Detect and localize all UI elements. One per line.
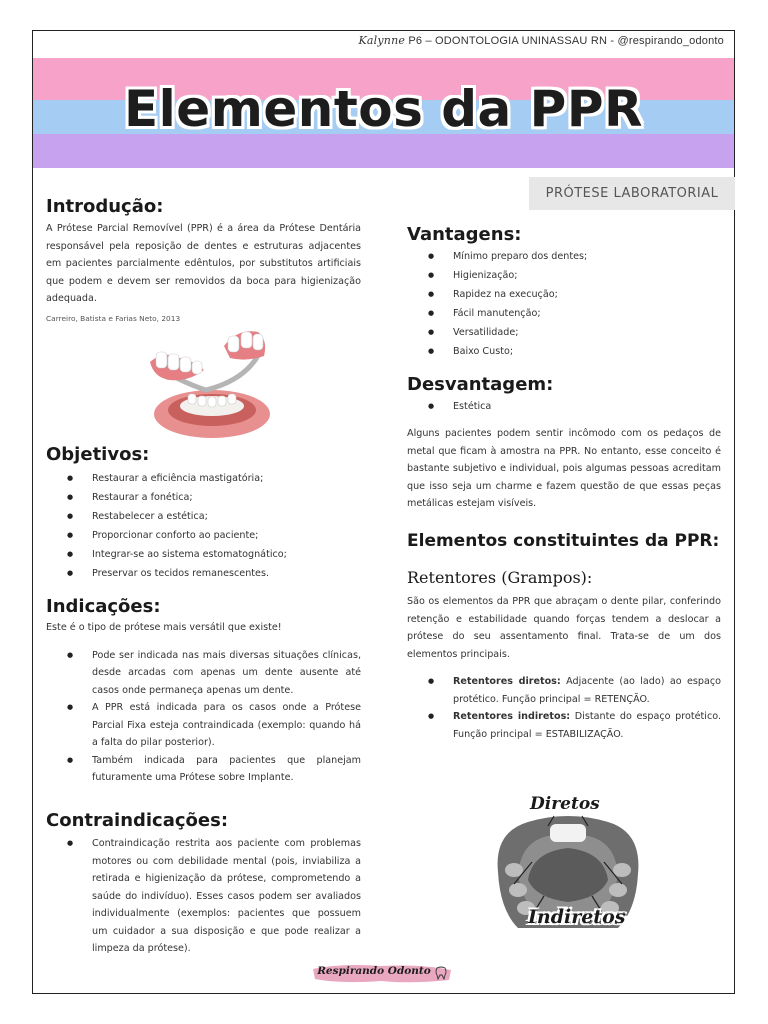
indicacoes-section (46, 596, 361, 787)
indicacoes-intro: Este é o tipo de prótese mais versátil que existe! (46, 622, 282, 633)
vantagens-list (407, 247, 721, 361)
list-item: ● Restaurar a eficiência mastigatória; (92, 469, 361, 488)
intro-section (46, 196, 361, 323)
list-item: ● Versatilidade; (453, 323, 721, 342)
indicacoes-list (46, 647, 361, 787)
objetivos-heading: Objetivos: (46, 444, 150, 465)
elementos-heading: Elementos constituintes da PPR: (407, 531, 720, 551)
title-banner (33, 58, 734, 168)
retentores-indiretos-desc: Distante do espaço protético. Função principal = ESTABILIZAÇÃO. (453, 711, 721, 740)
author-name: Kalynne (358, 34, 406, 47)
ppr-illustration (146, 322, 274, 440)
indicacoes-heading: Indicações: (46, 596, 161, 617)
elementos-section (407, 531, 721, 743)
list-item: ● Estética (453, 397, 721, 416)
intro-citation: Carreiro, Batista e Farias Neto, 2013 (46, 313, 181, 323)
desvantagem-list (407, 397, 721, 416)
list-item: ● Restabelecer a estética; (92, 507, 361, 526)
objetivos-section (46, 444, 361, 583)
list-item (453, 673, 721, 708)
tooth-icon (435, 966, 447, 980)
intro-heading: Introdução: (46, 196, 164, 217)
list-item: ● Mínimo preparo dos dentes; (453, 247, 721, 266)
contraindicacoes-section (46, 810, 361, 958)
list-item (453, 708, 721, 743)
retentores-list (407, 673, 721, 743)
list-item: ● Baixo Custo; (453, 342, 721, 361)
banner-purple-band (33, 134, 734, 168)
page-title: Elementos da PPR (124, 80, 643, 138)
retentores-heading: Retentores (Grampos): (407, 568, 593, 587)
objetivos-list (46, 469, 361, 583)
subject-tag: PRÓTESE LABORATORIAL (529, 177, 735, 210)
list-item: ● Contraindicação restrita aos paciente com problemas motores ou com debilidade mental (pois, inviabiliza a retirada e higienização da prótese, comprometendo a saúde do indivíduo). Esses casos podem ser avaliados individualmente (exemplos: pacientes que possuem um cuidador a sua disposição e que pode realizar a limpeza da prótese). (92, 835, 361, 958)
header-info: P6 – ODONTOLOGIA UNINASSAU RN - @respirando_odonto (405, 35, 724, 47)
list-item: ● Rapidez na execução; (453, 285, 721, 304)
list-item: ● Integrar-se ao sistema estomatognático; (92, 545, 361, 564)
list-item: ● Também indicada para pacientes que planejam futuramente uma Prótese sobre Implante. (92, 752, 361, 787)
retentores-indiretos-term: Retentores indiretos: (453, 711, 571, 722)
vantagens-heading: Vantagens: (407, 224, 522, 245)
retentores-diretos-term: Retentores diretos: (453, 676, 561, 687)
desvantagem-text: Alguns pacientes podem sentir incômodo com os pedaços de metal que ficam à amostra na PPR. No entanto, esse conceito é bastante subjetivo e individual, pois algumas pessoas acreditam que isso seja um charme e fazem questão de que essas peças metálicas estejam visíveis. (407, 428, 721, 509)
list-item: ● Higienização; (453, 266, 721, 285)
list-item: ● Restaurar a fonética; (92, 488, 361, 507)
list-item: ● Preservar os tecidos remanescentes. (92, 564, 361, 583)
intro-text: A Prótese Parcial Removível (PPR) é a área da Prótese Dentária responsável pela reposição de dentes e estruturas adjacentes em pacientes parcialmente edêntulos, por substitutos artificiais que podem e devem ser removidos da boca para higienização adequada. (46, 223, 361, 304)
list-item: ● Pode ser indicada nas mais diversas situações clínicas, desde arcadas com apenas um dente ausente até casos onde permaneça apenas um dente. (92, 647, 361, 700)
desvantagem-heading: Desvantagem: (407, 374, 554, 395)
contraindicacoes-heading: Contraindicações: (46, 810, 229, 831)
retentores-diretos-desc: Adjacente (ao lado) ao espaço protético. Função principal = RETENÇÃO. (453, 676, 721, 705)
contraindicacoes-list (46, 835, 361, 958)
retentores-text: São os elementos da PPR que abraçam o dente pilar, conferindo retenção e estabilidade quando forças tendem a deslocar a prótese do seu assentamento final. Trata-se de um dos elementos principais. (407, 596, 721, 660)
list-item: ● Fácil manutenção; (453, 304, 721, 323)
header-line (359, 34, 725, 47)
footer-brand (311, 961, 453, 985)
figure-label-indiretos: Indiretos (528, 906, 626, 928)
figure-label-diretos: Diretos (530, 794, 600, 814)
vantagens-section (407, 224, 721, 361)
retentores-figure (488, 792, 648, 938)
footer-text: Respirando Odonto (317, 965, 431, 977)
desvantagem-section (407, 374, 721, 513)
list-item: ● Proporcionar conforto ao paciente; (92, 526, 361, 545)
list-item: ● A PPR está indicada para os casos onde a Prótese Parcial Fixa esteja contraindicada (exemplo: quando há a falta do pilar posterior). (92, 699, 361, 752)
